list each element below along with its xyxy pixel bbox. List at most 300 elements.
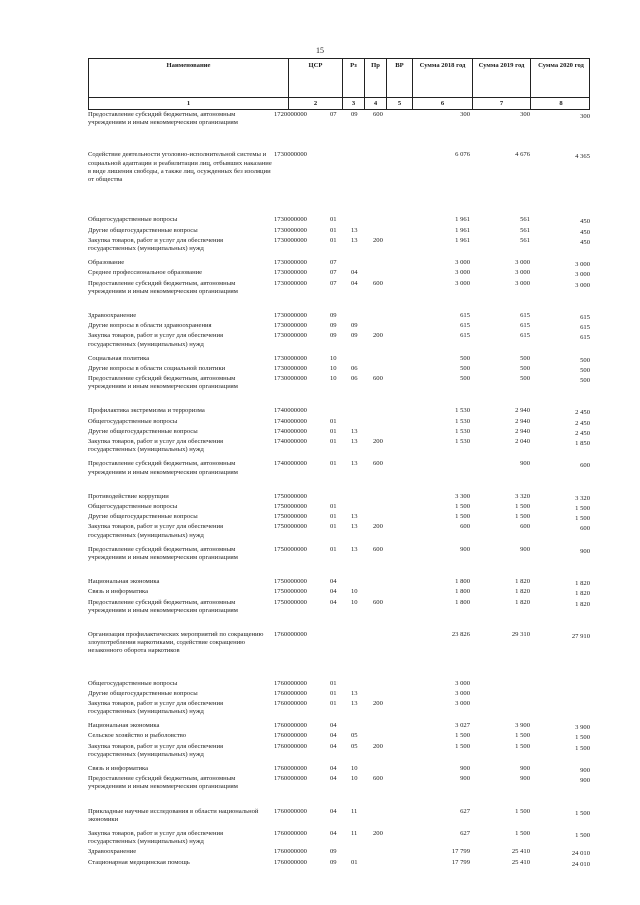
col-number: 6	[413, 98, 473, 109]
cell-csr: 1730000000	[274, 354, 307, 362]
table-row	[88, 280, 598, 296]
cell-name: Национальная экономика	[88, 578, 160, 586]
cell-name: Предоставление субсидий бюджетным, автономным учреждениям и иным некоммерческим организациям	[88, 545, 238, 561]
cell-csr: 1750000000	[274, 523, 307, 531]
cell-name: Закупка товаров, работ и услуг для обеспечения государственных (муниципальных) нужд	[88, 523, 224, 539]
cell-csr: 1760000000	[274, 699, 307, 707]
cell-rz: 09	[330, 332, 337, 340]
cell-s20: 2 450	[575, 429, 590, 437]
cell-s18: 1 500	[455, 502, 470, 510]
cell-s19: 300	[520, 111, 530, 118]
cell-s18: 1 530	[455, 417, 470, 425]
cell-s19: 2 940	[515, 407, 530, 415]
table-row	[88, 365, 598, 373]
cell-name: Предоставление субсидий бюджетным, автономным учреждениям и иным некоммерческим организациям	[88, 460, 238, 476]
cell-s20: 500	[580, 366, 590, 374]
table-row	[88, 460, 598, 476]
cell-s20: 1 500	[575, 809, 590, 817]
cell-rz: 04	[330, 742, 337, 750]
cell-rz: 09	[330, 858, 337, 866]
cell-pr: 13	[351, 226, 358, 234]
cell-rz: 10	[330, 364, 337, 372]
cell-csr: 1730000000	[274, 332, 307, 340]
table-row	[88, 332, 598, 348]
cell-name: Связь и информатика	[88, 765, 149, 773]
cell-pr: 04	[351, 269, 358, 277]
col-number: 5	[387, 98, 413, 109]
cell-name: Здравоохранение	[88, 848, 137, 856]
cell-s20: 3 900	[575, 724, 590, 732]
cell-rz: 09	[330, 322, 337, 330]
table-row	[88, 493, 598, 501]
table-row	[88, 546, 598, 562]
cell-vr: 200	[373, 523, 383, 531]
cell-s19: 500	[520, 354, 530, 362]
cell-pr: 06	[351, 364, 358, 372]
cell-csr: 1730000000	[274, 375, 307, 383]
cell-csr: 1750000000	[274, 513, 307, 521]
cell-s18: 1 530	[455, 438, 470, 446]
cell-s18: 300	[460, 111, 470, 118]
cell-name: Другие общегосударственные вопросы	[88, 226, 198, 234]
cell-s19: 3 000	[515, 269, 530, 277]
cell-s20: 900	[580, 547, 590, 555]
cell-s18: 1 961	[455, 216, 470, 224]
cell-s19: 25 410	[511, 858, 530, 866]
cell-rz: 09	[330, 848, 337, 856]
cell-rz: 07	[330, 269, 337, 277]
cell-s18: 1 500	[455, 513, 470, 521]
cell-s19: 900	[520, 775, 530, 783]
cell-rz: 04	[330, 775, 337, 783]
cell-vr: 600	[373, 375, 383, 383]
cell-rz: 04	[330, 830, 337, 837]
cell-s18: 17 799	[451, 858, 470, 866]
cell-s18: 3 000	[455, 259, 470, 267]
cell-s20: 1 500	[575, 832, 590, 839]
cell-pr: 13	[351, 523, 358, 531]
cell-s18: 3 000	[455, 269, 470, 277]
cell-s18: 900	[460, 545, 470, 553]
header-sum-2020: Сумма 2020 год	[538, 62, 584, 69]
cell-pr: 10	[351, 588, 358, 596]
table-row	[88, 355, 598, 363]
cell-csr: 1740000000	[274, 438, 307, 446]
cell-s20: 3 000	[575, 281, 590, 289]
cell-csr: 1750000000	[274, 545, 307, 553]
cell-csr: 1760000000	[274, 689, 307, 697]
cell-name: Предоставление субсидий бюджетным, автономным учреждениям и иным некоммерческим организациям	[88, 598, 238, 614]
cell-csr: 1730000000	[274, 364, 307, 372]
cell-s18: 1 500	[455, 742, 470, 750]
cell-s20: 1 500	[575, 504, 590, 512]
col-number: 2	[289, 98, 343, 109]
cell-csr: 1760000000	[274, 807, 307, 815]
cell-s20: 500	[580, 356, 590, 364]
cell-name: Противодействие коррупции	[88, 492, 169, 500]
cell-vr: 200	[373, 699, 383, 707]
header-name: Наименование	[89, 59, 289, 97]
cell-pr: 13	[351, 236, 358, 244]
cell-csr: 1760000000	[274, 630, 307, 638]
header-sum-2018: Сумма 2018 год	[413, 59, 473, 97]
col-number: 8	[559, 100, 563, 107]
cell-csr: 1760000000	[274, 775, 307, 783]
cell-rz: 01	[330, 236, 337, 244]
cell-s18: 1 530	[455, 427, 470, 435]
cell-rz: 01	[330, 427, 337, 435]
cell-csr: 1760000000	[274, 722, 307, 730]
cell-s19: 4 676	[515, 151, 530, 159]
cell-s20: 1 820	[575, 590, 590, 598]
cell-name: Закупка товаров, работ и услуг для обеспечения государственных (муниципальных) нужд	[88, 332, 224, 348]
cell-csr: 1740000000	[274, 417, 307, 425]
table-row	[88, 438, 598, 454]
cell-pr: 10	[351, 598, 358, 606]
cell-name: Социальная политика	[88, 354, 150, 362]
cell-s19: 1 820	[515, 598, 530, 606]
cell-s18: 615	[460, 332, 470, 340]
cell-s19: 2 940	[515, 417, 530, 425]
cell-s19: 2 040	[515, 438, 530, 446]
cell-rz: 10	[330, 375, 337, 383]
cell-s18: 500	[460, 354, 470, 362]
cell-s19: 3 320	[515, 492, 530, 500]
cell-s18: 627	[460, 807, 470, 815]
cell-csr: 1730000000	[274, 216, 307, 224]
cell-s18: 600	[460, 523, 470, 531]
cell-csr: 1760000000	[274, 742, 307, 750]
cell-s20: 1 500	[575, 744, 590, 752]
cell-rz: 04	[330, 588, 337, 596]
cell-s20: 500	[580, 377, 590, 385]
cell-vr: 600	[373, 279, 383, 287]
cell-s19: 1 500	[515, 742, 530, 750]
cell-pr: 01	[351, 858, 358, 866]
cell-vr: 200	[373, 332, 383, 340]
cell-name: Общегосударственные вопросы	[88, 216, 178, 224]
col-number: 7	[473, 98, 531, 109]
cell-s19: 900	[520, 765, 530, 773]
cell-pr: 05	[351, 742, 358, 750]
cell-name: Другие вопросы в области здравоохранения	[88, 322, 212, 330]
budget-table-body	[88, 111, 598, 869]
cell-s19: 1 820	[515, 588, 530, 596]
cell-name: Общегосударственные вопросы	[88, 417, 178, 425]
cell-csr: 1730000000	[274, 269, 307, 277]
cell-csr: 1760000000	[274, 765, 307, 773]
cell-pr: 09	[351, 332, 358, 340]
table-row	[88, 523, 598, 539]
cell-name: Предоставление субсидий бюджетным, автономным учреждениям и иным некоммерческим организациям	[88, 111, 238, 127]
table-row	[88, 599, 598, 615]
cell-s20: 600	[580, 525, 590, 533]
cell-s18: 500	[460, 364, 470, 372]
cell-s18: 615	[460, 311, 470, 319]
cell-s20: 1 820	[575, 580, 590, 588]
table-row	[88, 743, 598, 759]
table-row	[88, 700, 598, 716]
cell-rz: 09	[330, 311, 337, 319]
cell-s20: 615	[580, 334, 590, 342]
cell-s20: 300	[580, 113, 590, 120]
header-row	[88, 58, 590, 98]
cell-csr: 1730000000	[274, 279, 307, 287]
cell-name: Национальная экономика	[88, 722, 160, 730]
cell-pr: 11	[351, 807, 358, 815]
table-row	[88, 859, 598, 867]
cell-s20: 24 010	[571, 850, 590, 858]
cell-rz: 01	[330, 216, 337, 224]
cell-csr: 1760000000	[274, 848, 307, 856]
table-row	[88, 848, 598, 856]
table-row	[88, 732, 598, 740]
cell-pr: 13	[351, 460, 358, 468]
cell-csr: 1730000000	[274, 151, 307, 159]
cell-csr: 1730000000	[274, 311, 307, 319]
cell-csr: 1760000000	[274, 679, 307, 687]
cell-rz: 10	[330, 354, 337, 362]
cell-s18: 3 000	[455, 689, 470, 697]
cell-csr: 1760000000	[274, 830, 307, 837]
table-row	[88, 588, 598, 596]
cell-s19: 3 900	[515, 722, 530, 730]
cell-s18: 900	[460, 775, 470, 783]
cell-s19: 561	[520, 226, 530, 234]
header-vr: ВР	[387, 59, 413, 97]
cell-rz: 07	[330, 259, 337, 267]
cell-s20: 900	[580, 777, 590, 785]
cell-pr: 13	[351, 513, 358, 521]
cell-name: Закупка товаров, работ и услуг для обеспечения государственных (муниципальных) нужд	[88, 236, 224, 252]
table-row	[88, 237, 598, 253]
cell-name: Предоставление субсидий бюджетным, автономным учреждениям и иным некоммерческим организациям	[88, 279, 238, 295]
table-row	[88, 375, 598, 391]
table-row	[88, 418, 598, 426]
cell-csr: 1740000000	[274, 460, 307, 468]
cell-s20: 1 850	[575, 440, 590, 448]
cell-name: Сельское хозяйство и рыболовство	[88, 732, 187, 740]
table-row	[88, 216, 598, 224]
col-number: 4	[365, 98, 387, 109]
cell-s18: 627	[460, 830, 470, 837]
table-row	[88, 513, 598, 521]
cell-name: Другие общегосударственные вопросы	[88, 513, 198, 521]
cell-s18: 1 800	[455, 598, 470, 606]
table-row	[88, 722, 598, 730]
cell-pr: 09	[351, 322, 358, 330]
cell-s19: 500	[520, 364, 530, 372]
cell-s20: 615	[580, 324, 590, 332]
table-row	[88, 111, 598, 127]
cell-s18: 1 800	[455, 578, 470, 586]
cell-s18: 1 500	[455, 732, 470, 740]
cell-s18: 1 961	[455, 226, 470, 234]
cell-s20: 2 450	[575, 419, 590, 427]
cell-s19: 3 000	[515, 279, 530, 287]
table-row	[88, 578, 598, 586]
header-sum-2019: Сумма 2019 год	[473, 59, 531, 97]
cell-vr: 600	[373, 111, 383, 118]
cell-vr: 200	[373, 236, 383, 244]
cell-name: Связь и информатика	[88, 588, 149, 596]
cell-s18: 900	[460, 765, 470, 773]
table-row	[88, 312, 598, 320]
cell-name: Закупка товаров, работ и услуг для обеспечения государственных (муниципальных) нужд	[88, 742, 224, 758]
table-row	[88, 407, 598, 415]
cell-csr: 1730000000	[274, 226, 307, 234]
cell-rz: 07	[330, 279, 337, 287]
cell-s20: 3 000	[575, 261, 590, 269]
cell-name: Другие общегосударственные вопросы	[88, 689, 198, 697]
col-number: 1	[89, 98, 289, 109]
cell-csr: 1750000000	[274, 502, 307, 510]
cell-s20: 2 450	[575, 409, 590, 417]
cell-s18: 3 000	[455, 699, 470, 707]
cell-rz: 01	[330, 513, 337, 521]
cell-rz: 04	[330, 807, 337, 815]
cell-rz: 01	[330, 679, 337, 687]
cell-csr: 1750000000	[274, 588, 307, 596]
cell-rz: 04	[330, 765, 337, 773]
budget-table-header	[88, 58, 590, 110]
cell-s19: 615	[520, 322, 530, 330]
cell-name: Предоставление субсидий бюджетным, автономным учреждениям и иным некоммерческим организациям	[88, 375, 238, 391]
cell-csr: 1750000000	[274, 578, 307, 586]
cell-s19: 615	[520, 332, 530, 340]
cell-s20: 600	[580, 462, 590, 470]
cell-s20: 450	[580, 238, 590, 246]
cell-s19: 1 500	[515, 830, 530, 837]
cell-rz: 01	[330, 689, 337, 697]
cell-s20: 615	[580, 313, 590, 321]
cell-rz: 01	[330, 523, 337, 531]
cell-pr: 13	[351, 689, 358, 697]
cell-s18: 1 961	[455, 236, 470, 244]
cell-s18: 500	[460, 375, 470, 383]
cell-s20: 3 320	[575, 494, 590, 502]
cell-s20: 27 910	[571, 632, 590, 640]
table-row	[88, 259, 598, 267]
cell-csr: 1740000000	[274, 407, 307, 415]
cell-s19: 1 500	[515, 807, 530, 815]
cell-csr: 1730000000	[274, 236, 307, 244]
cell-s19: 3 000	[515, 259, 530, 267]
table-row	[88, 680, 598, 688]
cell-rz: 04	[330, 732, 337, 740]
cell-s18: 17 799	[451, 848, 470, 856]
cell-name: Организация профилактических мероприятий по сокращению злоупотребления наркотиками, содействие сокращению незаконного оборота наркотиков	[88, 630, 264, 655]
cell-pr: 06	[351, 375, 358, 383]
cell-s19: 2 940	[515, 427, 530, 435]
table-row	[88, 151, 598, 192]
cell-pr: 10	[351, 775, 358, 783]
cell-name: Прикладные научные исследования в области национальной экономики	[88, 807, 259, 823]
cell-rz: 01	[330, 226, 337, 234]
cell-name: Закупка товаров, работ и услуг для обеспечения государственных (муниципальных) нужд	[88, 699, 224, 716]
cell-name: Закупка товаров, работ и услуг для обеспечения государственных (муниципальных) нужд	[88, 830, 224, 846]
cell-pr: 11	[351, 830, 358, 837]
cell-pr: 13	[351, 699, 358, 707]
table-row	[88, 503, 598, 511]
table-row	[88, 322, 598, 330]
cell-vr: 600	[373, 775, 383, 783]
cell-rz: 04	[330, 598, 337, 606]
table-row	[88, 227, 598, 235]
cell-pr: 13	[351, 438, 358, 446]
cell-s19: 1 500	[515, 732, 530, 740]
header-pr: Пр	[365, 59, 387, 97]
cell-s20: 4 365	[575, 153, 590, 161]
cell-name: Общегосударственные вопросы	[88, 679, 178, 687]
cell-s19: 561	[520, 236, 530, 244]
cell-s19: 25 410	[511, 848, 530, 856]
cell-pr: 13	[351, 427, 358, 435]
cell-pr: 10	[351, 765, 358, 773]
header-csr: ЦСР	[289, 59, 343, 97]
cell-s20: 1 500	[575, 734, 590, 742]
cell-s19: 615	[520, 311, 530, 319]
cell-s19: 561	[520, 216, 530, 224]
cell-s20: 1 500	[575, 515, 590, 523]
cell-s20: 450	[580, 218, 590, 226]
table-row	[88, 775, 598, 791]
cell-csr: 1730000000	[274, 259, 307, 267]
cell-name: Стационарная медицинская помощь	[88, 858, 190, 866]
page-number: 15	[316, 46, 324, 55]
cell-name: Здравоохранение	[88, 311, 137, 319]
cell-s19: 900	[520, 460, 530, 468]
table-row	[88, 428, 598, 436]
table-row	[88, 269, 598, 277]
table-row	[88, 690, 598, 698]
cell-pr: 09	[351, 111, 358, 118]
cell-name: Другие общегосударственные вопросы	[88, 427, 198, 435]
cell-s20: 450	[580, 228, 590, 236]
cell-s20: 3 000	[575, 271, 590, 279]
cell-rz: 04	[330, 722, 337, 730]
cell-s19: 600	[520, 523, 530, 531]
cell-name: Содействие деятельности уголовно-исполнительной системы и социальной адаптации и реабилитации лиц, отбывших наказание в виде лишения свободы, а также лиц, осужденных без изоляции от общества	[88, 151, 272, 183]
cell-csr: 1750000000	[274, 492, 307, 500]
cell-rz: 01	[330, 460, 337, 468]
cell-pr: 13	[351, 545, 358, 553]
cell-csr: 1750000000	[274, 598, 307, 606]
cell-rz: 04	[330, 578, 337, 586]
cell-s18: 615	[460, 322, 470, 330]
cell-name: Предоставление субсидий бюджетным, автономным учреждениям и иным некоммерческим организациям	[88, 775, 238, 791]
cell-csr: 1760000000	[274, 858, 307, 866]
cell-rz: 01	[330, 417, 337, 425]
cell-s19: 1 500	[515, 502, 530, 510]
cell-s20: 24 010	[571, 860, 590, 868]
col-number: 3	[343, 98, 365, 109]
table-row	[88, 765, 598, 773]
cell-rz: 01	[330, 502, 337, 510]
cell-name: Профилактика экстремизма и терроризма	[88, 407, 205, 415]
cell-vr: 200	[373, 742, 383, 750]
cell-name: Образование	[88, 259, 125, 267]
cell-rz: 07	[330, 111, 337, 118]
cell-name: Среднее профессиональное образование	[88, 269, 203, 277]
cell-s20: 1 820	[575, 600, 590, 608]
column-number-row	[88, 98, 590, 110]
table-row	[88, 808, 598, 824]
cell-csr: 1720000000	[274, 111, 307, 118]
cell-pr: 05	[351, 732, 358, 740]
cell-pr: 04	[351, 279, 358, 287]
cell-s18: 1 530	[455, 407, 470, 415]
